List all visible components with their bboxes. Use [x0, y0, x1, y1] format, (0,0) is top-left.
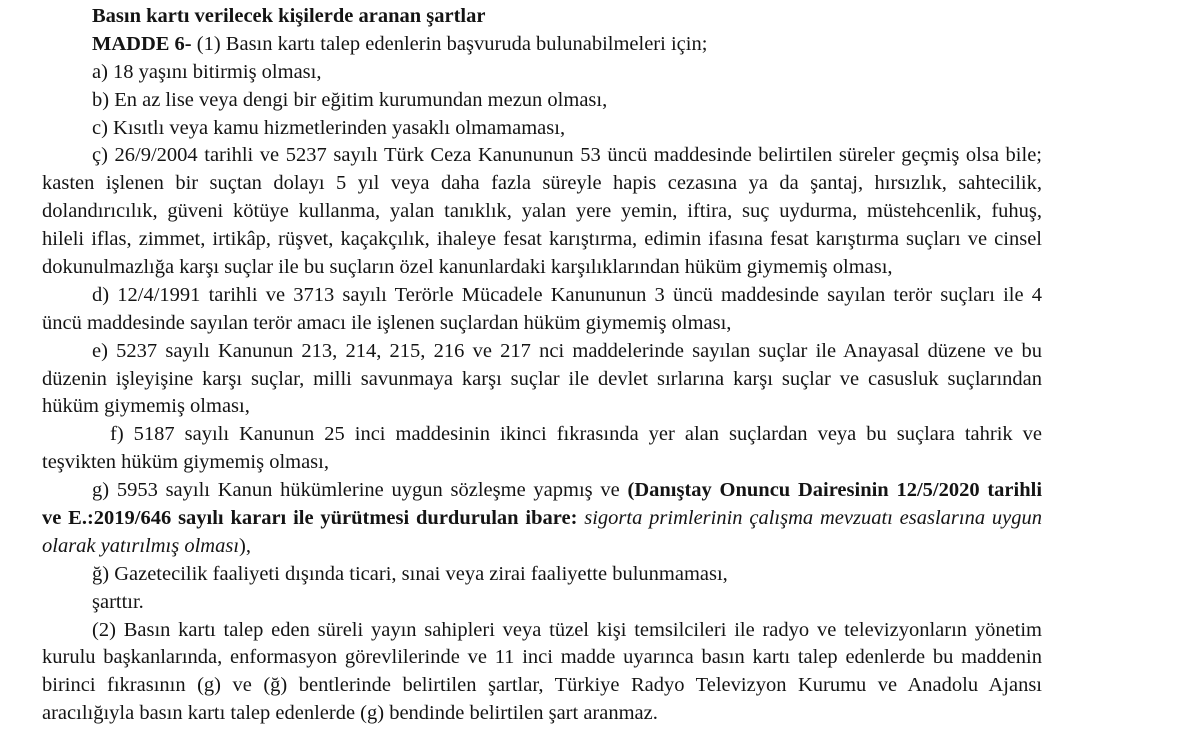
article-label: MADDE 6- — [92, 32, 192, 55]
legal-text-block — [42, 3, 1042, 728]
paragraph-2-line: (2) Basın kartı talep eden süreli yayın sahipleri veya tüzel kişi temsilcileri ile radyo ve televizyonların yönetim — [92, 618, 1042, 641]
clause-c: c) Kısıtlı veya kamu hizmetlerinden yasaklı olmamaması, — [92, 116, 566, 139]
clause-e-line: e) 5237 sayılı Kanunun 213, 214, 215, 216 ve 217 nci maddelerinde sayılan suçlar ile Anayasal düzene ve bu — [92, 339, 1042, 362]
clause-c-cedilla-line: dokunulmazlığa karşı suçlar ile bu suçların özel kanunlardaki karşılıklarından hüküm giymemiş olması, — [42, 256, 893, 279]
article-intro-line — [42, 31, 1042, 59]
suspended-phrase-italic: sigorta primlerinin çalışma mevzuatı esaslarına uygun — [584, 507, 1042, 530]
paragraph-2-line: kurulu başkanlarında, enformasyon görevlilerinde ve 11 inci madde uyarınca basın kartı talep edenlerde bu maddenin — [42, 646, 1042, 669]
paragraph-1-closing: şarttır. — [92, 590, 144, 613]
paragraph-2-line: aracılığıyla basın kartı talep edenlerde (g) bendinde belirtilen şart aranmaz. — [42, 702, 658, 725]
clause-g-breve: ğ) Gazetecilik faaliyeti dışında ticari, sınai veya zirai faaliyette bulunmaması, — [92, 562, 728, 585]
paragraph-2-line: birinci fıkrasının (g) ve (ğ) bentlerinde belirtilen şartlar, Türkiye Radyo Televizyon Kurumu ve Anadolu Ajansı — [42, 674, 1042, 697]
court-annotation-bold: ve E.:2019/646 sayılı kararı ile yürütmesi durdurulan ibare: — [42, 507, 578, 530]
clause-g-text: ), — [239, 534, 251, 557]
section-heading: Basın kartı verilecek kişilerde aranan şartlar — [92, 5, 486, 27]
clause-a: a) 18 yaşını bitirmiş olması, — [92, 60, 322, 83]
clause-c-cedilla-line: kasten işlenen bir suçtan dolayı 5 yıl veya daha fazla süreyle hapis cezasına ya da şantaj, hırsızlık, sahtecilik, — [42, 172, 1042, 195]
court-annotation-bold: (Danıştay Onuncu Dairesinin 12/5/2020 tarihli — [627, 479, 1043, 502]
suspended-phrase-italic: olarak yatırılmış olması — [42, 534, 240, 557]
clause-d-line: d) 12/4/1991 tarihli ve 3713 sayılı Terörle Mücadele Kanununun 3 üncü maddesinde sayılan terör suçları ile 4 — [92, 283, 1042, 306]
clause-f-line: f) 5187 sayılı Kanunun 25 inci maddesinin ikinci fıkrasında yer alan suçlardan veya bu suçlara tahrik ve — [110, 423, 1042, 446]
clause-g-text: g) 5953 sayılı Kanun hükümlerine uygun sözleşme yapmış ve — [92, 479, 620, 502]
clause-g-line — [42, 533, 1042, 561]
section-heading-line — [42, 3, 1042, 31]
clause-e-line: hüküm giymemiş olması, — [42, 395, 250, 418]
clause-f-line: teşvikten hüküm giymemiş olması, — [42, 451, 329, 474]
clause-b: b) En az lise veya dengi bir eğitim kurumundan mezun olması, — [92, 88, 608, 111]
clause-d-line: üncü maddesinde sayılan terör amacı ile işlenen suçlardan hüküm giymemiş olması, — [42, 311, 732, 334]
clause-g-line — [42, 505, 1042, 533]
paragraph-1-intro: (1) Basın kartı talep edenlerin başvuruda bulunabilmeleri için; — [196, 32, 708, 55]
clause-c-cedilla-line: ç) 26/9/2004 tarihli ve 5237 sayılı Türk Ceza Kanununun 53 üncü maddesinde belirtilen süreler geçmiş olsa bile; — [92, 144, 1042, 167]
clause-e-line: düzenin işleyişine karşı suçlar, milli savunmaya karşı suçlar ile devlet sırlarına karşı suçlar ve casusluk suçlarından — [42, 367, 1042, 390]
clause-g-line — [42, 477, 1042, 505]
clause-c-cedilla-line: dolandırıcılık, güveni kötüye kullanma, yalan tanıklık, yalan yere yemin, iftira, suç uydurma, müstehcenlik, fuhuş, — [42, 200, 1042, 223]
clause-c-cedilla-line: hileli iflas, zimmet, irtikâp, rüşvet, kaçakçılık, ihaleye fesat karıştırma, edimin ifasına fesat karıştırma suçları ve cinsel — [42, 228, 1042, 251]
